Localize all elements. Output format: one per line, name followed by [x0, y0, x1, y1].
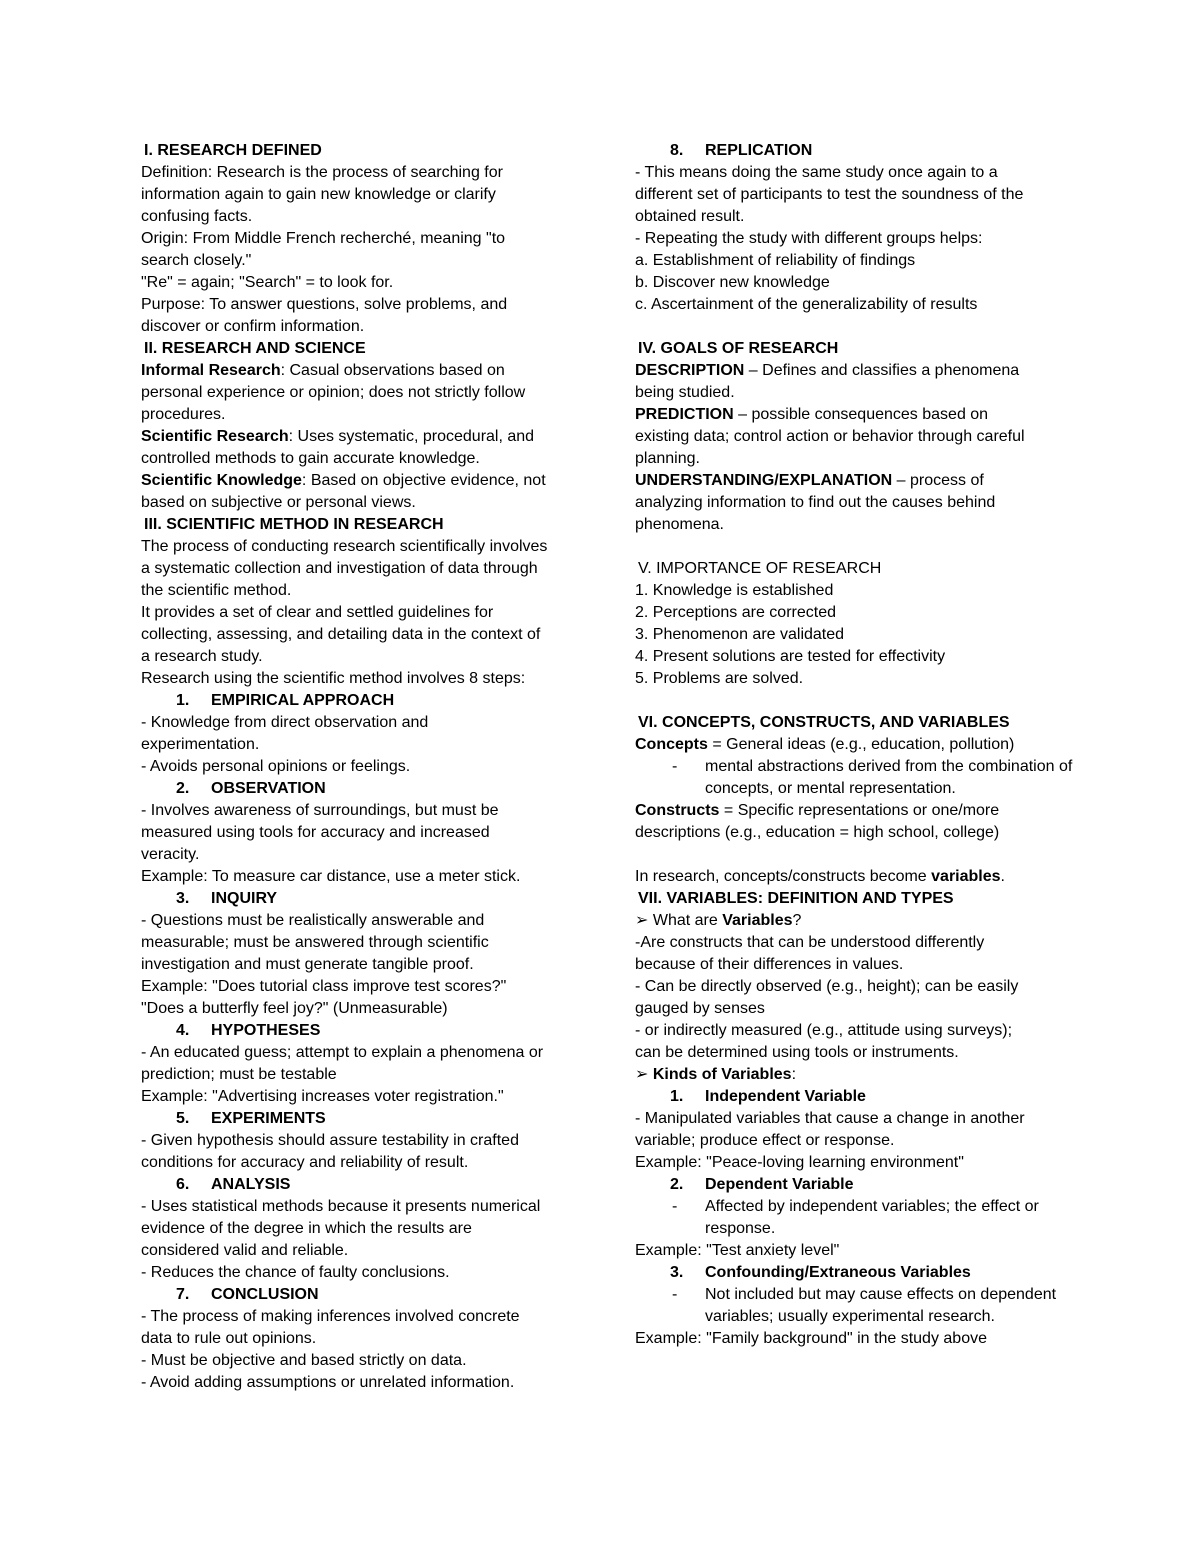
text-line: "Re" = again; "Search" = to look for. — [141, 274, 394, 291]
become-variables-line — [635, 866, 1075, 888]
text-line: Example: "Test anxiety level" — [635, 1242, 840, 1259]
text: : — [791, 1066, 797, 1083]
text-line: obtained result. — [635, 208, 745, 225]
definition-text: – Defines and classifies a phenomena — [744, 362, 1020, 379]
goal-understanding — [635, 470, 1075, 492]
text-line: a research study. — [141, 648, 263, 665]
step-number: 2. — [176, 780, 190, 797]
section-heading-importance-of-research: V. IMPORTANCE OF RESEARCH — [638, 560, 882, 577]
term: Variables — [722, 912, 793, 929]
text-line: - Knowledge from direct observation and — [141, 714, 429, 731]
text-line: phenomena. — [635, 516, 724, 533]
text-line: - Given hypothesis should assure testability in crafted — [141, 1132, 519, 1149]
list-item: c. Ascertainment of the generalizability of results — [635, 296, 978, 313]
term: Scientific Knowledge — [141, 472, 302, 489]
text-line: Research using the scientific method involves 8 steps: — [141, 670, 526, 687]
text-line: Definition: Research is the process of searching for — [141, 164, 503, 181]
text-line: collecting, assessing, and detailing data in the context of — [141, 626, 541, 643]
step-title: OBSERVATION — [211, 780, 326, 797]
text-line: evidence of the degree in which the results are — [141, 1220, 472, 1237]
text-line: - This means doing the same study once again to a — [635, 164, 998, 181]
text-line: existing data; control action or behavior through careful — [635, 428, 1025, 445]
text-line: analyzing information to find out the causes behind — [635, 494, 996, 511]
term: UNDERSTANDING/EXPLANATION — [635, 472, 893, 489]
text-line: variable; produce effect or response. — [635, 1132, 895, 1149]
definition-text: = General ideas (e.g., education, pollution) — [707, 736, 1015, 753]
definition-constructs — [635, 800, 1075, 822]
list-item: 5. Problems are solved. — [635, 670, 804, 687]
what-are-variables — [635, 910, 1075, 932]
text-line: the scientific method. — [141, 582, 292, 599]
text-line: - Involves awareness of surroundings, but must be — [141, 802, 499, 819]
text-line: Example: To measure car distance, use a meter stick. — [141, 868, 521, 885]
term: Informal Research — [141, 362, 281, 379]
variable-heading-confounding — [635, 1262, 1075, 1284]
list-item-text: mental abstractions derived from the combination of concepts, or mental representation. — [705, 758, 1073, 797]
definition-text: – possible consequences based on — [733, 406, 989, 423]
text-line: - Reduces the chance of faulty conclusions. — [141, 1264, 450, 1281]
spacer — [635, 536, 1075, 558]
step-title: HYPOTHESES — [211, 1022, 321, 1039]
variable-heading-dependent — [635, 1174, 1075, 1196]
step-title: EMPIRICAL APPROACH — [211, 692, 395, 709]
definition-text: : Uses systematic, procedural, and — [288, 428, 535, 445]
step-title: Confounding/Extraneous Variables — [705, 1264, 971, 1281]
definition-concepts — [635, 734, 1075, 756]
text-line: - Repeating the study with different groups helps: — [635, 230, 983, 247]
left-column — [141, 140, 581, 1394]
text-line: "Does a butterfly feel joy?" (Unmeasurable) — [141, 1000, 448, 1017]
step-heading-conclusion — [141, 1284, 581, 1306]
definition-scientific-knowledge — [141, 470, 581, 492]
text-line: investigation and must generate tangible proof. — [141, 956, 474, 973]
section-heading-research-and-science: II. RESEARCH AND SCIENCE — [144, 340, 366, 357]
right-column — [635, 140, 1075, 1350]
dash-bullet: - — [672, 1198, 678, 1215]
step-title: CONCLUSION — [211, 1286, 319, 1303]
list-item: b. Discover new knowledge — [635, 274, 830, 291]
definition-informal-research — [141, 360, 581, 382]
text-line: - Manipulated variables that cause a change in another — [635, 1110, 1025, 1127]
step-number: 3. — [670, 1264, 684, 1281]
list-item: 4. Present solutions are tested for effectivity — [635, 648, 946, 665]
term: Concepts — [635, 736, 708, 753]
spacer — [635, 316, 1075, 338]
spacer — [635, 690, 1075, 712]
arrow-bullet-icon: ➢ — [635, 912, 649, 929]
text-line: can be determined using tools or instruments. — [635, 1044, 959, 1061]
text-line: prediction; must be testable — [141, 1066, 337, 1083]
text-line: information again to gain new knowledge or clarify — [141, 186, 496, 203]
text-line: descriptions (e.g., education = high school, college) — [635, 824, 1000, 841]
dash-bullet: - — [672, 1286, 678, 1303]
section-heading-research-defined: I. RESEARCH DEFINED — [144, 142, 322, 159]
step-title: INQUIRY — [211, 890, 278, 907]
text-line: It provides a set of clear and settled guidelines for — [141, 604, 494, 621]
text-line: because of their differences in values. — [635, 956, 904, 973]
text-line: gauged by senses — [635, 1000, 765, 1017]
step-heading-experiments — [141, 1108, 581, 1130]
definition-scientific-research — [141, 426, 581, 448]
list-item: a. Establishment of reliability of findings — [635, 252, 916, 269]
text-line: Origin: From Middle French recherché, meaning "to — [141, 230, 506, 247]
step-heading-empirical-approach — [141, 690, 581, 712]
text-line: veracity. — [141, 846, 200, 863]
definition-text: : Based on objective evidence, not — [301, 472, 546, 489]
section-heading-goals-of-research: IV. GOALS OF RESEARCH — [638, 340, 839, 357]
step-heading-analysis — [141, 1174, 581, 1196]
text-line: - Must be objective and based strictly on data. — [141, 1352, 467, 1369]
text-line: controlled methods to gain accurate knowledge. — [141, 450, 480, 467]
step-title: ANALYSIS — [211, 1176, 291, 1193]
term: Scientific Research — [141, 428, 289, 445]
term: Constructs — [635, 802, 720, 819]
text-line: considered valid and reliable. — [141, 1242, 349, 1259]
list-item: 3. Phenomenon are validated — [635, 626, 845, 643]
term: variables — [931, 868, 1001, 885]
step-heading-hypotheses — [141, 1020, 581, 1042]
text-line: Example: "Advertising increases voter registration." — [141, 1088, 504, 1105]
text-line: - Questions must be realistically answerable and — [141, 912, 485, 929]
text-line: experimentation. — [141, 736, 260, 753]
step-number: 3. — [176, 890, 190, 907]
dash-bullet: - — [672, 758, 678, 775]
text-line: - The process of making inferences involved concrete — [141, 1308, 520, 1325]
definition-text: = Specific representations or one/more — [719, 802, 1000, 819]
term: DESCRIPTION — [635, 362, 745, 379]
text-line: - Avoids personal opinions or feelings. — [141, 758, 411, 775]
text-line: personal experience or opinion; does not strictly follow — [141, 384, 526, 401]
dash-list-item — [635, 756, 1075, 800]
step-title: REPLICATION — [705, 142, 813, 159]
definition-text: : Casual observations based on — [280, 362, 505, 379]
list-item-text: Affected by independent variables; the effect or response. — [705, 1198, 1039, 1237]
list-item-text: Not included but may cause effects on dependent variables; usually experimental research. — [705, 1286, 1057, 1325]
dash-list-item — [635, 1196, 1075, 1240]
step-title: Independent Variable — [705, 1088, 866, 1105]
step-number: 1. — [670, 1088, 684, 1105]
list-item: 1. Knowledge is established — [635, 582, 834, 599]
dash-list-item — [635, 1284, 1075, 1328]
text-line: different set of participants to test the soundness of the — [635, 186, 1024, 203]
text-line: data to rule out opinions. — [141, 1330, 317, 1347]
definition-text: – process of — [892, 472, 984, 489]
text: . — [1000, 868, 1005, 885]
text-line: Example: "Does tutorial class improve test scores?" — [141, 978, 507, 995]
text-line: The process of conducting research scientifically involves — [141, 538, 548, 555]
text-line: - Can be directly observed (e.g., height); can be easily — [635, 978, 1019, 995]
text-line: - or indirectly measured (e.g., attitude using surveys); — [635, 1022, 1013, 1039]
text-line: measurable; must be answered through scientific — [141, 934, 489, 951]
text-line: - Avoid adding assumptions or unrelated information. — [141, 1374, 515, 1391]
goal-prediction — [635, 404, 1075, 426]
step-title: EXPERIMENTS — [211, 1110, 326, 1127]
text-line: Example: "Family background" in the study above — [635, 1330, 987, 1347]
arrow-bullet-icon: ➢ — [635, 1066, 649, 1083]
text-line: discover or confirm information. — [141, 318, 365, 335]
text-line: being studied. — [635, 384, 735, 401]
step-number: 8. — [670, 142, 684, 159]
step-number: 4. — [176, 1022, 190, 1039]
text-line: Example: "Peace-loving learning environment" — [635, 1154, 964, 1171]
variable-heading-independent — [635, 1086, 1075, 1108]
step-heading-replication — [635, 140, 1075, 162]
text-line: - Uses statistical methods because it presents numerical — [141, 1198, 541, 1215]
text-line: measured using tools for accuracy and increased — [141, 824, 490, 841]
text-line: - An educated guess; attempt to explain a phenomena or — [141, 1044, 544, 1061]
text: What are — [648, 912, 723, 929]
text-line: search closely." — [141, 252, 252, 269]
goal-description — [635, 360, 1075, 382]
text: In research, concepts/constructs become — [635, 868, 932, 885]
text-line: confusing facts. — [141, 208, 253, 225]
text-line: a systematic collection and investigation of data through — [141, 560, 538, 577]
step-number: 1. — [176, 692, 190, 709]
step-title: Dependent Variable — [705, 1176, 854, 1193]
kinds-of-variables — [635, 1064, 1075, 1086]
spacer — [635, 844, 1075, 866]
term: Kinds of Variables — [648, 1066, 792, 1083]
step-number: 7. — [176, 1286, 190, 1303]
step-number: 5. — [176, 1110, 190, 1127]
section-heading-scientific-method: III. SCIENTIFIC METHOD IN RESEARCH — [144, 516, 444, 533]
text-line: conditions for accuracy and reliability of result. — [141, 1154, 469, 1171]
step-heading-inquiry — [141, 888, 581, 910]
step-number: 2. — [670, 1176, 684, 1193]
list-item: 2. Perceptions are corrected — [635, 604, 836, 621]
text-line: -Are constructs that can be understood differently — [635, 934, 985, 951]
term: PREDICTION — [635, 406, 734, 423]
text: ? — [792, 912, 802, 929]
section-heading-variables-definition-types: VII. VARIABLES: DEFINITION AND TYPES — [638, 890, 954, 907]
text-line: planning. — [635, 450, 700, 467]
text-line: procedures. — [141, 406, 226, 423]
text-line: Purpose: To answer questions, solve problems, and — [141, 296, 508, 313]
section-heading-concepts-constructs-variables: VI. CONCEPTS, CONSTRUCTS, AND VARIABLES — [638, 714, 1010, 731]
text-line: based on subjective or personal views. — [141, 494, 416, 511]
step-number: 6. — [176, 1176, 190, 1193]
step-heading-observation — [141, 778, 581, 800]
